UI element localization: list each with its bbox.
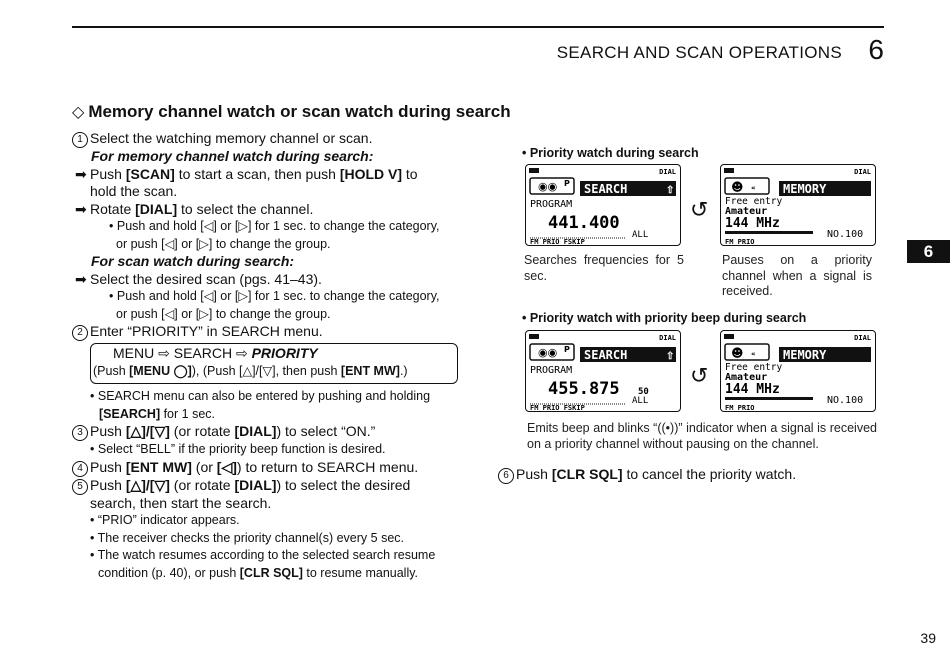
svg-text:DIAL: DIAL bbox=[659, 168, 676, 176]
svg-text:P: P bbox=[564, 345, 570, 354]
svg-text:Free entry: Free entry bbox=[725, 196, 783, 207]
svg-text:DIAL: DIAL bbox=[659, 334, 676, 342]
lcd-search-display-1 bbox=[525, 164, 681, 246]
step-5-note-1: • “PRIO” indicator appears. bbox=[90, 513, 240, 527]
note-category-1: • Push and hold [◁] or [▷] for 1 sec. to change the category, bbox=[109, 219, 440, 233]
priority-beep-icon: ((•)) bbox=[657, 421, 679, 435]
arrow-icon: ➡ bbox=[75, 165, 87, 182]
step-5: 5 Push [△]/[▽] (or rotate [DIAL]) to select the desired bbox=[72, 477, 458, 495]
step-1b: ➡ Rotate [DIAL] to select the channel. bbox=[75, 200, 314, 217]
svg-text:◉◉: ◉◉ bbox=[538, 180, 558, 193]
lcd-search-display-2 bbox=[525, 330, 681, 412]
svg-text:DIAL: DIAL bbox=[854, 168, 871, 176]
step-5-note-3: • The watch resumes according to the selected search resume bbox=[90, 548, 436, 562]
svg-text:MEMORY: MEMORY bbox=[783, 348, 827, 362]
svg-text:NO.100: NO.100 bbox=[827, 229, 864, 240]
return-arrow-icon-1: ↺ bbox=[690, 197, 709, 222]
chapter-side-tab: 6 bbox=[907, 240, 950, 263]
svg-text:◉◉: ◉◉ bbox=[538, 346, 558, 359]
svg-text:ALL: ALL bbox=[632, 230, 649, 240]
heading-title: Memory channel watch or scan watch during search bbox=[88, 102, 511, 121]
svg-text:⇧: ⇧ bbox=[666, 351, 675, 362]
figure-2-caption: • Priority watch with priority beep during search bbox=[522, 311, 807, 325]
step-3: 3 Push [△]/[▽] (or rotate [DIAL]) to select “ON.” bbox=[72, 423, 458, 441]
svg-text:FM PRIO FSKIP: FM PRIO FSKIP bbox=[530, 238, 585, 245]
arrow-icon: ➡ bbox=[75, 270, 87, 287]
svg-text:FM PRIO FSKIP: FM PRIO FSKIP bbox=[530, 404, 585, 411]
note-category-2: • Push and hold [◁] or [▷] for 1 sec. to change the category, bbox=[109, 289, 440, 303]
note-group-1: or push [◁] or [▷] to change the group. bbox=[116, 236, 331, 251]
step-1: 1 Select the watching memory channel or scan. bbox=[72, 130, 458, 148]
menu-path-note: (Push [MENU ◯]), (Push [△]/[▽], then push [ENT MW].) bbox=[93, 363, 408, 378]
step-1c: ➡ Select the desired scan (pgs. 41–43). bbox=[75, 270, 322, 287]
svg-text:P: P bbox=[564, 179, 570, 188]
svg-text:«: « bbox=[751, 184, 756, 192]
svg-text:FM PRIO: FM PRIO bbox=[725, 238, 755, 245]
menu-note-2: [SEARCH] for 1 sec. bbox=[99, 406, 215, 421]
svg-text:☻: ☻ bbox=[731, 180, 744, 194]
svg-text:PROGRAM: PROGRAM bbox=[530, 365, 573, 376]
lcd-search-graphic bbox=[526, 165, 680, 245]
description-pause: Pauses on a priority channel when a signal is received. bbox=[722, 253, 872, 298]
step-1a-cont: hold the scan. bbox=[90, 183, 178, 199]
section-title: SEARCH AND SCAN OPERATIONS bbox=[556, 43, 842, 62]
svg-text:«: « bbox=[751, 350, 756, 358]
svg-text:Amateur: Amateur bbox=[725, 206, 768, 217]
memory-watch-subheading: For memory channel watch during search: bbox=[91, 148, 374, 164]
menu-note-1: • SEARCH menu can also be entered by pushing and holding bbox=[90, 389, 431, 403]
svg-text:MEMORY: MEMORY bbox=[783, 182, 827, 196]
svg-text:⇧: ⇧ bbox=[666, 185, 675, 196]
step-6: 6 Push [CLR SQL] to cancel the priority watch. bbox=[498, 466, 796, 484]
step-5-cont: search, then start the search. bbox=[90, 494, 272, 511]
page-number: 39 bbox=[920, 630, 936, 646]
menu-path: MENU ⇨ SEARCH ⇨ PRIORITY bbox=[113, 345, 318, 361]
menu-path-box bbox=[90, 343, 458, 384]
svg-text:DIAL: DIAL bbox=[854, 334, 871, 342]
header-rule bbox=[72, 26, 884, 28]
key-icon: ◯ bbox=[173, 363, 188, 378]
svg-text:50: 50 bbox=[638, 387, 649, 397]
svg-text:NO.100: NO.100 bbox=[827, 395, 864, 406]
svg-text:FM PRIO: FM PRIO bbox=[725, 404, 755, 411]
arrow-icon: ➡ bbox=[75, 200, 87, 217]
svg-text:144 MHz: 144 MHz bbox=[725, 216, 780, 231]
chapter-number: 6 bbox=[868, 34, 884, 65]
svg-text:Amateur: Amateur bbox=[725, 372, 768, 383]
svg-text:SEARCH: SEARCH bbox=[584, 348, 628, 362]
return-arrow-icon-2: ↺ bbox=[690, 363, 709, 388]
svg-text:455.875: 455.875 bbox=[548, 379, 620, 399]
section-heading bbox=[72, 102, 511, 122]
svg-text:PROGRAM: PROGRAM bbox=[530, 199, 573, 210]
step-5-note-2: • The receiver checks the priority channel(s) every 5 sec. bbox=[90, 530, 404, 545]
instructions-column bbox=[72, 130, 458, 582]
lcd-memory-display-2 bbox=[720, 330, 876, 412]
step-4: 4 Push [ENT MW] (or [◁]) to return to SEARCH menu. bbox=[72, 459, 458, 477]
description-beep: Emits beep and blinks “((•))” indicator when a signal is received on a priority channel without pausing on the channel. bbox=[527, 421, 877, 451]
description-search: Searches frequencies for 5 sec. bbox=[524, 253, 684, 283]
svg-text:ALL: ALL bbox=[632, 396, 649, 406]
step-5-note-3-cont: condition (p. 40), or push [CLR SQL] to resume manually. bbox=[98, 565, 419, 580]
diamond-icon: ◇ bbox=[72, 104, 85, 121]
step-3-note: • Select “BELL” if the priority beep function is desired. bbox=[90, 442, 386, 456]
step-2: 2 Enter “PRIORITY” in SEARCH menu. bbox=[72, 323, 458, 341]
svg-text:441.400: 441.400 bbox=[548, 213, 620, 233]
lcd-memory-graphic bbox=[721, 165, 875, 245]
lcd-memory-graphic-2 bbox=[721, 331, 875, 411]
step-1a: ➡ Push [SCAN] to start a scan, then push [HOLD V] to bbox=[75, 165, 418, 182]
svg-text:SEARCH: SEARCH bbox=[584, 182, 628, 196]
lcd-memory-display-1 bbox=[720, 164, 876, 246]
scan-watch-subheading: For scan watch during search: bbox=[91, 253, 295, 269]
note-group-2: or push [◁] or [▷] to change the group. bbox=[116, 306, 331, 321]
lcd-search-graphic-2 bbox=[526, 331, 680, 411]
svg-text:Free entry: Free entry bbox=[725, 362, 783, 373]
svg-text:☻: ☻ bbox=[731, 346, 744, 360]
figure-1-caption: • Priority watch during search bbox=[522, 146, 699, 160]
svg-text:144 MHz: 144 MHz bbox=[725, 382, 780, 397]
